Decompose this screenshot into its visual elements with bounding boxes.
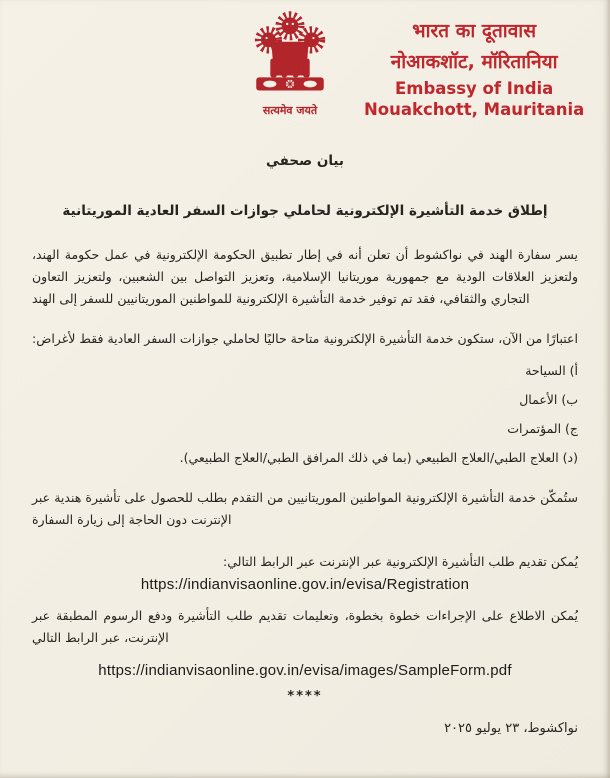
embassy-title-block xyxy=(364,8,584,120)
dateline: نواكشوط، ٢٣ يوليو ٢٠٢٥ xyxy=(444,720,578,736)
letterhead xyxy=(32,0,585,120)
emblem-motto: सत्यमेव जयते xyxy=(262,104,318,117)
sample-form-url[interactable]: https://indianvisaonline.gov.in/evisa/images/SampleForm.pdf xyxy=(98,661,512,679)
registration-url[interactable]: https://indianvisaonline.gov.in/evisa/Registration xyxy=(140,576,470,593)
embassy-name-english: Embassy of India xyxy=(395,79,554,98)
emblem-block xyxy=(242,8,338,118)
press-release-kicker: بيان صحفي xyxy=(265,153,345,169)
purpose-item-conferences: ج) المؤتمرات xyxy=(507,421,578,436)
intro-paragraph: يسر سفارة الهند في نواكشوط أن تعلن أنه في إطار تطبيق الحكومة الإلكترونية في عمل حكومة الهند، ولتعزيز العلاقات الودية مع جمهورية موريتانيا الإسلامية، وتعزيز التواصل بين الشعبين، ولتعزيز التعاون التجاري والثقافي، فقد تم توفير خدمة التأشيرة الإلكترونية للمواطنين الموريتانيين للسفر إلى الهند xyxy=(32,247,578,306)
purpose-item-medical: (د) العلاج الطبي/العلاج الطبيعي (بما في ذلك المرافق الطبي/العلاج الطبيعي). xyxy=(179,450,578,465)
purpose-list xyxy=(32,360,578,469)
ashoka-lion-capital-icon xyxy=(243,83,337,102)
purpose-item-business: ب) الأعمال xyxy=(519,392,578,407)
embassy-name-hindi: भारत का दूतावास xyxy=(412,20,537,42)
asterisk-separator: **** xyxy=(287,688,323,704)
guide-lead: يُمكن الاطلاع على الإجراءات خطوة بخطوة، وتعليمات تقديم طلب التأشيرة ودفع الرسوم المطبقة عبر الإنترنت، عبر الرابط التالي xyxy=(32,608,578,645)
embassy-city-english: Nouakchott, Mauritania xyxy=(364,100,585,119)
benefit-paragraph: ستُمكّن خدمة التأشيرة الإلكترونية المواطنين الموريتانيين من التقدم بطلب للحصول على تأشيرة هندية عبر الإنترنت دون الحاجة إلى زيارة السفارة xyxy=(32,490,578,527)
press-release-title: إطلاق خدمة التأشيرة الإلكترونية لحاملي جوازات السفر العادية الموريتانية xyxy=(62,203,548,219)
purpose-item-tourism: أ) السياحة xyxy=(525,363,578,378)
eligibility-lead: اعتبارًا من الآن، ستكون خدمة التأشيرة الإلكترونية متاحة حاليًا لحاملي جوازات السفر العادية فقط لأغراض: xyxy=(32,331,578,346)
embassy-city-hindi: नोआकशॉट, मॉरितानिया xyxy=(390,51,558,73)
apply-lead: يُمكن تقديم طلب التأشيرة الإلكترونية عبر الإنترنت عبر الرابط التالي: xyxy=(223,554,578,569)
